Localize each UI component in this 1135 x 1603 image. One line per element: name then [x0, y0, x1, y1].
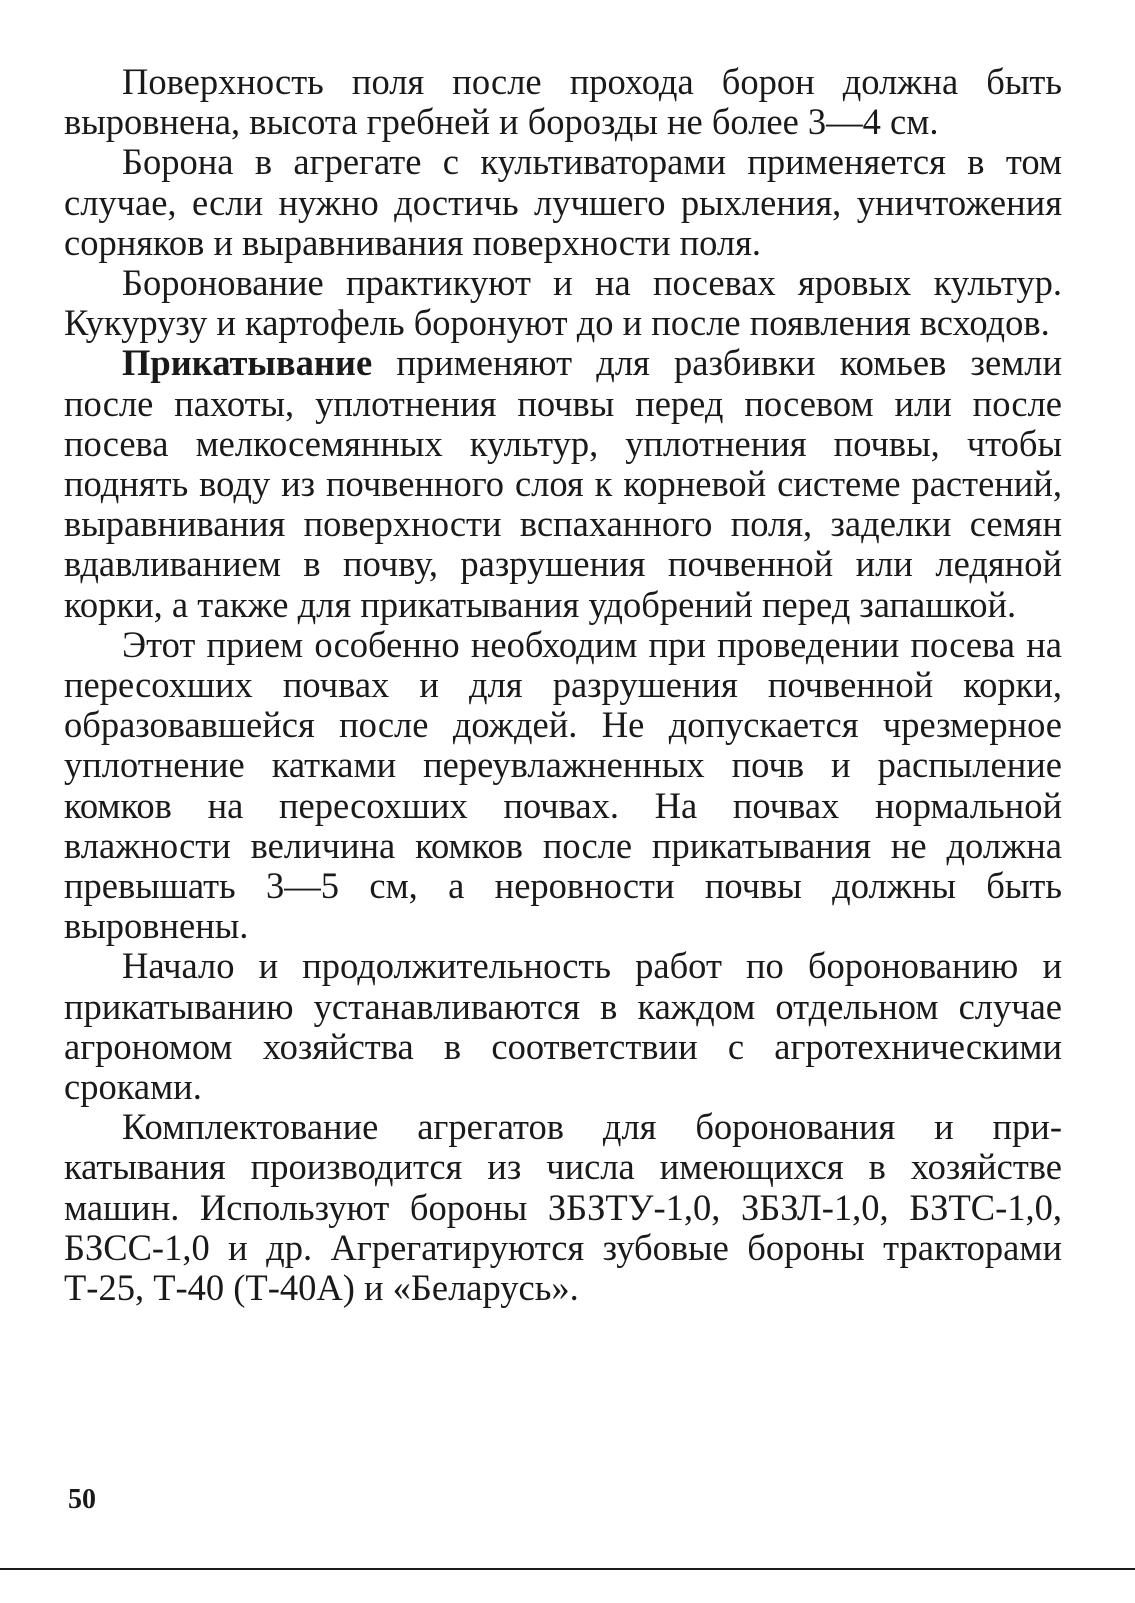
paragraph-timing: Начало и продолжительность работ по боронованию и прикатыванию устанавливаются в каждом отдельном случае агрономом хозяйства в соответствии с агротехническими сроками.: [64, 945, 1062, 1108]
paragraph-equipment: Комплектование агрегатов для боронования и прикатывания производится из числа имеющихся в хозяйстве машин. Используют бороны ЗБЗТУ-1,0, ЗБЗЛ-1,0, БЗТС-1,0, БЗСС-1,0 и др. Агрегатируются зубовые бороны тракторами Т-25, Т-40 (Т-40А) и «Беларусь».: [64, 1106, 1062, 1309]
paragraph-rolling: [64, 343, 1062, 624]
paragraph-spring-crops-harrowing: Боронование практикуют и на посевах яровых культур. Кукурузу и картофель боронуют до и после появления всходов.: [64, 262, 1062, 344]
term-rolling: Прикатывание: [122, 342, 373, 384]
paragraph-harrow-surface: Поверхность поля после прохода борон должна быть выровнена, высота гребней и борозды не более 3—4 см.: [64, 61, 1062, 143]
paragraph-rolling-text: применяют для разбивки комьев земли после пахоты, уплотнения почвы перед посевом или после посева мелкосемянных культур, уплотнения почвы, чтобы поднять воду из почвенного слоя к корневой системе растений, выравнивания поверхности вспаханного поля, заделки семян вдавливанием в почву, разрушения почвенной или ледяной корки, а также для прикатывания удобрений перед запашкой.: [64, 342, 1062, 625]
paragraph-harrow-with-cultivators: Борона в агрегате с культиваторами применяется в том случае, если нужно достичь лучшего рыхления, уничтожения сорняков и выравнивания поверхности поля.: [64, 141, 1062, 263]
page-bottom-edge: [0, 1568, 1135, 1603]
page-body: [64, 62, 1062, 1308]
paragraph-dry-soils: Этот прием особенно необходим при проведении посева на пересохших почвах и для разрушения почвенной корки, образовавшейся после дождей. Не допускается чрезмерное уплотнение катками переувлажненных почв и распыление комков на пересохших почвах. На почвах нормальной влажности величина комков после прикатывания не должна превышать 3—5 см, а неровности почвы должны быть выровнены.: [64, 623, 1062, 947]
page-number: 50: [68, 1484, 96, 1515]
